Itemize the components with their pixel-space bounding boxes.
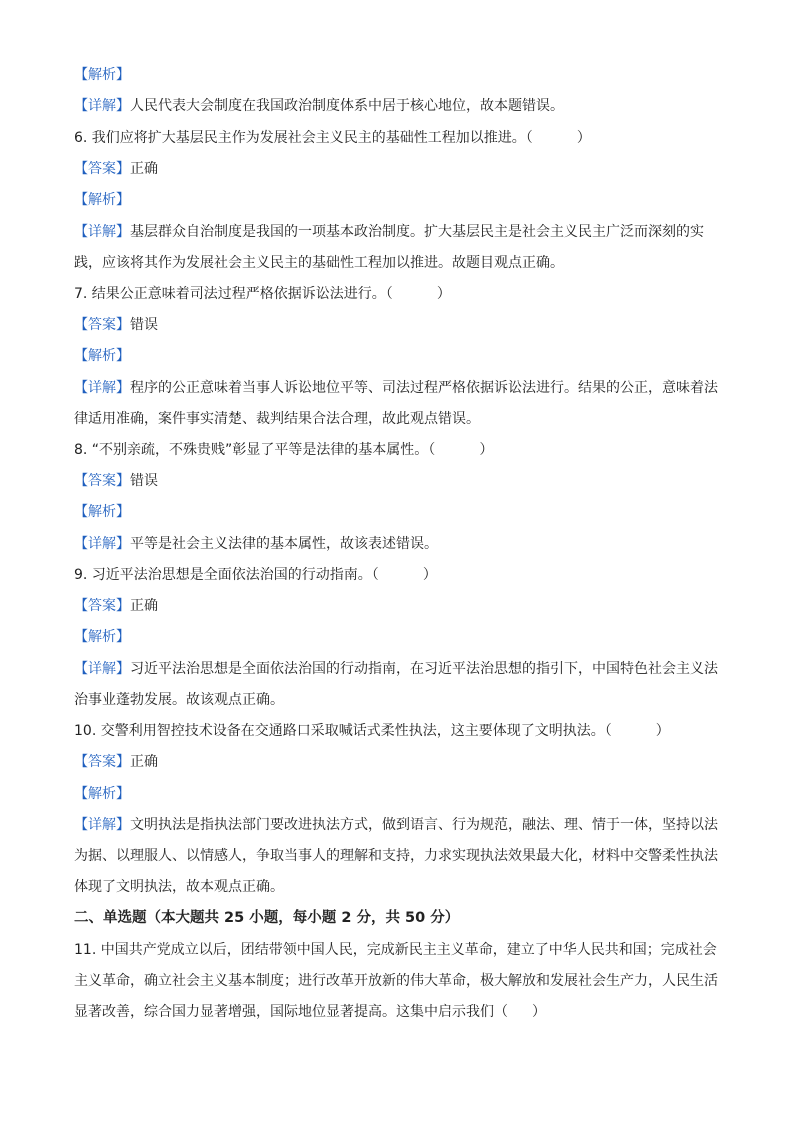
question-8 <box>74 440 724 460</box>
question-close: ） <box>422 567 437 583</box>
analysis-label-q6 <box>74 190 724 210</box>
detail-tag: 【详解】 <box>74 817 130 833</box>
detail-tag: 【详解】 <box>74 380 130 396</box>
detail-q10-line2 <box>74 846 724 866</box>
answer-q6 <box>74 159 724 179</box>
detail-q7-line2 <box>74 409 724 429</box>
detail-q6-line1 <box>74 222 724 242</box>
detail-text: 文明执法是指执法部门要改进执法方式，做到语言、行为规范，融法、理、情于一体，坚持以法 <box>130 817 718 833</box>
question-close: ） <box>532 1004 546 1020</box>
detail-text: 习近平法治思想是全面依法治国的行动指南，在习近平法治思想的指引下，中国特色社会主义法 <box>130 661 718 677</box>
analysis-tag: 【解析】 <box>74 348 130 364</box>
detail-text: 治事业蓬勃发展。故该观点正确。 <box>74 692 284 708</box>
detail-q8 <box>74 534 724 554</box>
question-text: 7. 结果公正意味着司法过程严格依据诉讼法进行。（ <box>74 286 393 302</box>
question-close: ） <box>655 723 670 739</box>
answer-text: 正确 <box>130 754 158 770</box>
question-10 <box>74 721 724 741</box>
detail-tag: 【详解】 <box>74 224 130 240</box>
question-11-line3 <box>74 1002 724 1022</box>
detail-text: 基层群众自治制度是我国的一项基本政治制度。扩大基层民主是社会主义民主广泛而深刻的实 <box>130 224 704 240</box>
question-text: 6. 我们应将扩大基层民主作为发展社会主义民主的基础性工程加以推进。（ <box>74 130 533 146</box>
question-close: ） <box>436 286 451 302</box>
detail-text: 律适用准确，案件事实清楚、裁判结果合法合理，故此观点错误。 <box>74 411 480 427</box>
analysis-label-q7 <box>74 346 724 366</box>
question-close: ） <box>479 442 494 458</box>
detail-text: 程序的公正意味着当事人诉讼地位平等、司法过程严格依据诉讼法进行。结果的公正，意味着法 <box>130 380 718 396</box>
answer-text: 错误 <box>130 473 158 489</box>
detail-q10-line3 <box>74 877 724 897</box>
analysis-tag: 【解析】 <box>74 192 130 208</box>
answer-text: 正确 <box>130 598 158 614</box>
answer-text: 错误 <box>130 317 158 333</box>
question-text: 9. 习近平法治思想是全面依法治国的行动指南。（ <box>74 567 379 583</box>
detail-tag: 【详解】 <box>74 536 130 552</box>
analysis-tag: 【解析】 <box>74 67 130 83</box>
detail-q10-line1 <box>74 815 724 835</box>
question-text: 8. “不别亲疏，不殊贵贱”彰显了平等是法律的基本属性。（ <box>74 442 436 458</box>
detail-text: 人民代表大会制度在我国政治制度体系中居于核心地位，故本题错误。 <box>130 98 564 114</box>
detail-text: 为据、以理服人、以情感人，争取当事人的理解和支持，力求实现执法效果最大化，材料中交警柔性执法 <box>74 848 718 864</box>
detail-tag: 【详解】 <box>74 98 130 114</box>
question-11-line1 <box>74 940 724 960</box>
detail-text: 践，应该将其作为发展社会主义民主的基础性工程加以推进。故题目观点正确。 <box>74 255 564 271</box>
answer-text: 正确 <box>130 161 158 177</box>
detail-q5 <box>74 96 724 116</box>
detail-q6-line2 <box>74 253 724 273</box>
analysis-label-q10 <box>74 784 724 804</box>
answer-q10 <box>74 752 724 772</box>
question-9 <box>74 565 724 585</box>
analysis-label-q9 <box>74 627 724 647</box>
answer-tag: 【答案】 <box>74 161 130 177</box>
question-text: 11. 中国共产党成立以后，团结带领中国人民，完成新民主主义革命，建立了中华人民共和国；完成社会 <box>74 942 717 958</box>
answer-tag: 【答案】 <box>74 598 130 614</box>
detail-tag: 【详解】 <box>74 661 130 677</box>
question-text: 10. 交警利用智控技术设备在交通路口采取喊话式柔性执法，这主要体现了文明执法。（ <box>74 723 612 739</box>
detail-q7-line1 <box>74 378 724 398</box>
answer-tag: 【答案】 <box>74 317 130 333</box>
answer-tag: 【答案】 <box>74 754 130 770</box>
analysis-label-q8 <box>74 502 724 522</box>
section-title: 二、单选题（本大题共 25 小题，每小题 2 分，共 50 分） <box>74 910 460 926</box>
answer-q8 <box>74 471 724 491</box>
question-text: 显著改善，综合国力显著增强，国际地位显著提高。这集中启示我们（ <box>74 1004 508 1020</box>
analysis-tag: 【解析】 <box>74 629 130 645</box>
analysis-tag: 【解析】 <box>74 504 130 520</box>
question-text: 主义革命，确立社会主义基本制度；进行改革开放新的伟大革命，极大解放和发展社会生产力，人民生活 <box>74 973 718 989</box>
question-7 <box>74 284 724 304</box>
detail-q9-line2 <box>74 690 724 710</box>
question-6 <box>74 128 724 148</box>
detail-text: 体现了文明执法，故本观点正确。 <box>74 879 284 895</box>
analysis-label-q5 <box>74 65 724 85</box>
question-close: ） <box>576 130 591 146</box>
detail-text: 平等是社会主义法律的基本属性，故该表述错误。 <box>130 536 438 552</box>
answer-tag: 【答案】 <box>74 473 130 489</box>
answer-q7 <box>74 315 724 335</box>
answer-q9 <box>74 596 724 616</box>
detail-q9-line1 <box>74 659 724 679</box>
question-11-line2 <box>74 971 724 991</box>
analysis-tag: 【解析】 <box>74 786 130 802</box>
